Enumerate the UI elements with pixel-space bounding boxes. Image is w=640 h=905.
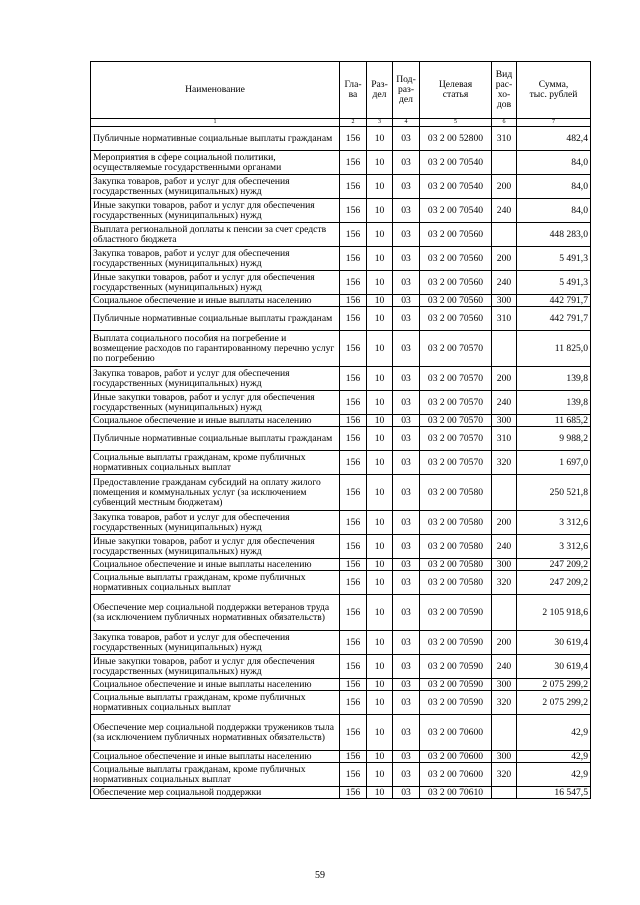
row-amount-cell: 3 312,6	[517, 511, 591, 535]
row-expense-type-cell: 320	[492, 571, 517, 595]
row-target-article-cell: 03 2 00 70590	[420, 631, 492, 655]
row-subsection-cell: 03	[393, 151, 420, 175]
row-amount-cell: 482,4	[517, 127, 591, 151]
row-chapter-cell: 156	[340, 475, 367, 511]
row-target-article-cell: 03 2 00 70560	[420, 247, 492, 271]
row-section-cell: 10	[367, 655, 393, 679]
table-row	[91, 151, 591, 175]
row-chapter-cell: 156	[340, 595, 367, 631]
table-row	[91, 415, 591, 427]
row-section-cell: 10	[367, 307, 393, 331]
row-name-cell: Социальное обеспечение и иные выплаты населению	[91, 415, 340, 427]
row-target-article-cell: 03 2 00 70560	[420, 307, 492, 331]
column-number: 3	[367, 119, 393, 127]
row-subsection-cell: 03	[393, 511, 420, 535]
row-target-article-cell: 03 2 00 70580	[420, 535, 492, 559]
row-expense-type-cell	[492, 223, 517, 247]
row-target-article-cell: 03 2 00 70580	[420, 475, 492, 511]
row-subsection-cell: 03	[393, 223, 420, 247]
row-target-article-cell: 03 2 00 70590	[420, 655, 492, 679]
row-chapter-cell: 156	[340, 307, 367, 331]
row-amount-cell: 2 075 299,2	[517, 691, 591, 715]
table-row	[91, 391, 591, 415]
row-expense-type-cell: 300	[492, 415, 517, 427]
row-expense-type-cell: 320	[492, 763, 517, 787]
row-section-cell: 10	[367, 331, 393, 367]
row-subsection-cell: 03	[393, 199, 420, 223]
row-chapter-cell: 156	[340, 391, 367, 415]
table-header-row	[91, 62, 591, 119]
row-chapter-cell: 156	[340, 511, 367, 535]
row-name-cell: Социальное обеспечение и иные выплаты населению	[91, 679, 340, 691]
row-chapter-cell: 156	[340, 655, 367, 679]
row-chapter-cell: 156	[340, 199, 367, 223]
row-name-cell: Социальные выплаты гражданам, кроме публичных нормативных социальных выплат	[91, 691, 340, 715]
row-expense-type-cell	[492, 475, 517, 511]
table-row	[91, 475, 591, 511]
row-expense-type-cell: 240	[492, 271, 517, 295]
row-amount-cell: 42,9	[517, 763, 591, 787]
row-section-cell: 10	[367, 247, 393, 271]
table-row	[91, 295, 591, 307]
row-amount-cell: 1 697,0	[517, 451, 591, 475]
table-row	[91, 427, 591, 451]
column-number: 4	[393, 119, 420, 127]
row-amount-cell: 5 491,3	[517, 247, 591, 271]
row-name-cell: Предоставление гражданам субсидий на оплату жилого помещения и коммунальных услуг (за исключением субвенций местным бюджетам)	[91, 475, 340, 511]
table-row	[91, 571, 591, 595]
row-target-article-cell: 03 2 00 70570	[420, 427, 492, 451]
row-section-cell: 10	[367, 223, 393, 247]
row-amount-cell: 442 791,7	[517, 307, 591, 331]
row-subsection-cell: 03	[393, 715, 420, 751]
row-name-cell: Публичные нормативные социальные выплаты гражданам	[91, 127, 340, 151]
row-expense-type-cell: 240	[492, 391, 517, 415]
row-target-article-cell: 03 2 00 70610	[420, 787, 492, 799]
row-subsection-cell: 03	[393, 307, 420, 331]
row-subsection-cell: 03	[393, 679, 420, 691]
row-section-cell: 10	[367, 535, 393, 559]
header-subsection: Под- раз- дел	[393, 62, 420, 119]
row-amount-cell: 11 825,0	[517, 331, 591, 367]
row-name-cell: Закупка товаров, работ и услуг для обеспечения государственных (муниципальных) нужд	[91, 631, 340, 655]
row-expense-type-cell	[492, 715, 517, 751]
table-row	[91, 451, 591, 475]
row-target-article-cell: 03 2 00 70570	[420, 331, 492, 367]
row-section-cell: 10	[367, 391, 393, 415]
row-target-article-cell: 03 2 00 70560	[420, 295, 492, 307]
column-number: 1	[91, 119, 340, 127]
table-row	[91, 127, 591, 151]
row-name-cell: Социальные выплаты гражданам, кроме публичных нормативных социальных выплат	[91, 763, 340, 787]
row-target-article-cell: 03 2 00 52800	[420, 127, 492, 151]
row-amount-cell: 42,9	[517, 715, 591, 751]
row-section-cell: 10	[367, 751, 393, 763]
row-target-article-cell: 03 2 00 70560	[420, 223, 492, 247]
row-amount-cell: 84,0	[517, 151, 591, 175]
row-subsection-cell: 03	[393, 559, 420, 571]
row-chapter-cell: 156	[340, 367, 367, 391]
column-number: 5	[420, 119, 492, 127]
row-expense-type-cell: 200	[492, 511, 517, 535]
row-amount-cell: 2 075 299,2	[517, 679, 591, 691]
row-name-cell: Социальное обеспечение и иные выплаты населению	[91, 751, 340, 763]
row-subsection-cell: 03	[393, 367, 420, 391]
row-subsection-cell: 03	[393, 451, 420, 475]
row-target-article-cell: 03 2 00 70540	[420, 175, 492, 199]
row-expense-type-cell: 300	[492, 679, 517, 691]
row-expense-type-cell: 310	[492, 427, 517, 451]
row-amount-cell: 3 312,6	[517, 535, 591, 559]
row-subsection-cell: 03	[393, 427, 420, 451]
row-subsection-cell: 03	[393, 787, 420, 799]
row-target-article-cell: 03 2 00 70570	[420, 451, 492, 475]
row-section-cell: 10	[367, 679, 393, 691]
row-section-cell: 10	[367, 127, 393, 151]
row-target-article-cell: 03 2 00 70590	[420, 691, 492, 715]
row-subsection-cell: 03	[393, 595, 420, 631]
row-subsection-cell: 03	[393, 691, 420, 715]
row-section-cell: 10	[367, 271, 393, 295]
row-section-cell: 10	[367, 295, 393, 307]
row-expense-type-cell	[492, 787, 517, 799]
row-section-cell: 10	[367, 151, 393, 175]
row-amount-cell: 42,9	[517, 751, 591, 763]
row-amount-cell: 9 988,2	[517, 427, 591, 451]
row-target-article-cell: 03 2 00 70540	[420, 199, 492, 223]
row-expense-type-cell: 200	[492, 247, 517, 271]
table-row	[91, 331, 591, 367]
row-expense-type-cell: 240	[492, 199, 517, 223]
row-chapter-cell: 156	[340, 331, 367, 367]
row-amount-cell: 442 791,7	[517, 295, 591, 307]
row-amount-cell: 250 521,8	[517, 475, 591, 511]
row-chapter-cell: 156	[340, 571, 367, 595]
table-row	[91, 715, 591, 751]
table-row	[91, 691, 591, 715]
row-target-article-cell: 03 2 00 70600	[420, 763, 492, 787]
row-chapter-cell: 156	[340, 715, 367, 751]
row-subsection-cell: 03	[393, 475, 420, 511]
row-target-article-cell: 03 2 00 70580	[420, 511, 492, 535]
row-chapter-cell: 156	[340, 631, 367, 655]
row-subsection-cell: 03	[393, 127, 420, 151]
row-chapter-cell: 156	[340, 535, 367, 559]
row-chapter-cell: 156	[340, 691, 367, 715]
row-expense-type-cell: 320	[492, 451, 517, 475]
table-row	[91, 175, 591, 199]
row-section-cell: 10	[367, 415, 393, 427]
row-expense-type-cell	[492, 595, 517, 631]
row-amount-cell: 16 547,5	[517, 787, 591, 799]
row-expense-type-cell: 310	[492, 127, 517, 151]
row-chapter-cell: 156	[340, 223, 367, 247]
row-chapter-cell: 156	[340, 763, 367, 787]
row-section-cell: 10	[367, 451, 393, 475]
row-target-article-cell: 03 2 00 70580	[420, 559, 492, 571]
table-row	[91, 271, 591, 295]
row-subsection-cell: 03	[393, 535, 420, 559]
row-expense-type-cell: 200	[492, 631, 517, 655]
column-number: 6	[492, 119, 517, 127]
row-subsection-cell: 03	[393, 271, 420, 295]
row-name-cell: Закупка товаров, работ и услуг для обеспечения государственных (муниципальных) нужд	[91, 175, 340, 199]
row-target-article-cell: 03 2 00 70600	[420, 715, 492, 751]
row-expense-type-cell: 240	[492, 655, 517, 679]
row-expense-type-cell: 240	[492, 535, 517, 559]
table-row	[91, 559, 591, 571]
page-number: 59	[315, 870, 325, 881]
row-name-cell: Закупка товаров, работ и услуг для обеспечения государственных (муниципальных) нужд	[91, 367, 340, 391]
row-name-cell: Публичные нормативные социальные выплаты гражданам	[91, 427, 340, 451]
row-name-cell: Иные закупки товаров, работ и услуг для обеспечения государственных (муниципальных) нужд	[91, 655, 340, 679]
row-subsection-cell: 03	[393, 655, 420, 679]
row-subsection-cell: 03	[393, 415, 420, 427]
row-subsection-cell: 03	[393, 751, 420, 763]
row-name-cell: Социальные выплаты гражданам, кроме публичных нормативных социальных выплат	[91, 571, 340, 595]
row-amount-cell: 448 283,0	[517, 223, 591, 247]
header-name: Наименование	[91, 62, 340, 119]
row-section-cell: 10	[367, 571, 393, 595]
row-chapter-cell: 156	[340, 127, 367, 151]
table-row	[91, 787, 591, 799]
row-chapter-cell: 156	[340, 559, 367, 571]
row-amount-cell: 84,0	[517, 175, 591, 199]
row-expense-type-cell: 200	[492, 367, 517, 391]
row-section-cell: 10	[367, 427, 393, 451]
row-expense-type-cell: 300	[492, 559, 517, 571]
row-amount-cell: 247 209,2	[517, 571, 591, 595]
row-target-article-cell: 03 2 00 70590	[420, 595, 492, 631]
row-target-article-cell: 03 2 00 70570	[420, 415, 492, 427]
row-subsection-cell: 03	[393, 571, 420, 595]
row-section-cell: 10	[367, 199, 393, 223]
row-amount-cell: 2 105 918,6	[517, 595, 591, 631]
table-row	[91, 535, 591, 559]
row-name-cell: Выплата социального пособия на погребение и возмещение расходов по гарантированному перечню услуг по погребению	[91, 331, 340, 367]
row-name-cell: Социальные выплаты гражданам, кроме публичных нормативных социальных выплат	[91, 451, 340, 475]
row-subsection-cell: 03	[393, 391, 420, 415]
header-chapter: Гла- ва	[340, 62, 367, 119]
table-row	[91, 247, 591, 271]
row-name-cell: Социальное обеспечение и иные выплаты населению	[91, 559, 340, 571]
row-section-cell: 10	[367, 559, 393, 571]
row-name-cell: Выплата региональной доплаты к пенсии за счет средств областного бюджета	[91, 223, 340, 247]
row-chapter-cell: 156	[340, 427, 367, 451]
row-chapter-cell: 156	[340, 787, 367, 799]
header-expense-type: Вид рас- хо- дов	[492, 62, 517, 119]
table-row	[91, 751, 591, 763]
row-expense-type-cell	[492, 151, 517, 175]
row-chapter-cell: 156	[340, 679, 367, 691]
table-row	[91, 631, 591, 655]
row-name-cell: Иные закупки товаров, работ и услуг для обеспечения государственных (муниципальных) нужд	[91, 271, 340, 295]
row-chapter-cell: 156	[340, 295, 367, 307]
row-subsection-cell: 03	[393, 631, 420, 655]
row-name-cell: Иные закупки товаров, работ и услуг для обеспечения государственных (муниципальных) нужд	[91, 199, 340, 223]
row-subsection-cell: 03	[393, 175, 420, 199]
row-subsection-cell: 03	[393, 763, 420, 787]
row-expense-type-cell: 300	[492, 295, 517, 307]
column-number-row	[91, 119, 591, 127]
row-target-article-cell: 03 2 00 70570	[420, 391, 492, 415]
row-name-cell: Мероприятия в сфере социальной политики, осуществляемые государственными органами	[91, 151, 340, 175]
table-row	[91, 655, 591, 679]
row-target-article-cell: 03 2 00 70590	[420, 679, 492, 691]
row-target-article-cell: 03 2 00 70560	[420, 271, 492, 295]
table-row	[91, 199, 591, 223]
row-name-cell: Обеспечение мер социальной поддержки ветеранов труда (за исключением публичных нормативных обязательств)	[91, 595, 340, 631]
row-amount-cell: 11 685,2	[517, 415, 591, 427]
row-amount-cell: 247 209,2	[517, 559, 591, 571]
row-subsection-cell: 03	[393, 331, 420, 367]
row-target-article-cell: 03 2 00 70580	[420, 571, 492, 595]
row-section-cell: 10	[367, 175, 393, 199]
row-expense-type-cell: 310	[492, 307, 517, 331]
row-subsection-cell: 03	[393, 295, 420, 307]
row-section-cell: 10	[367, 595, 393, 631]
row-name-cell: Закупка товаров, работ и услуг для обеспечения государственных (муниципальных) нужд	[91, 511, 340, 535]
row-section-cell: 10	[367, 631, 393, 655]
row-name-cell: Иные закупки товаров, работ и услуг для обеспечения государственных (муниципальных) нужд	[91, 535, 340, 559]
row-expense-type-cell	[492, 331, 517, 367]
row-name-cell: Публичные нормативные социальные выплаты гражданам	[91, 307, 340, 331]
budget-table	[90, 61, 591, 799]
header-target-article: Целевая статья	[420, 62, 492, 119]
table-row	[91, 763, 591, 787]
row-section-cell: 10	[367, 691, 393, 715]
row-section-cell: 10	[367, 511, 393, 535]
header-amount: Сумма, тыс. рублей	[517, 62, 591, 119]
row-subsection-cell: 03	[393, 247, 420, 271]
row-amount-cell: 5 491,3	[517, 271, 591, 295]
table-body	[91, 127, 591, 799]
row-name-cell: Социальное обеспечение и иные выплаты населению	[91, 295, 340, 307]
table-row	[91, 367, 591, 391]
row-target-article-cell: 03 2 00 70540	[420, 151, 492, 175]
row-amount-cell: 139,8	[517, 391, 591, 415]
row-expense-type-cell: 320	[492, 691, 517, 715]
table-row	[91, 223, 591, 247]
table-row	[91, 511, 591, 535]
row-section-cell: 10	[367, 475, 393, 511]
table-row	[91, 595, 591, 631]
row-chapter-cell: 156	[340, 247, 367, 271]
column-number: 2	[340, 119, 367, 127]
row-chapter-cell: 156	[340, 415, 367, 427]
row-amount-cell: 84,0	[517, 199, 591, 223]
row-chapter-cell: 156	[340, 175, 367, 199]
header-section: Раз- дел	[367, 62, 393, 119]
table-row	[91, 679, 591, 691]
row-chapter-cell: 156	[340, 151, 367, 175]
row-expense-type-cell: 300	[492, 751, 517, 763]
table-row	[91, 307, 591, 331]
row-section-cell: 10	[367, 367, 393, 391]
row-chapter-cell: 156	[340, 271, 367, 295]
row-expense-type-cell: 200	[492, 175, 517, 199]
row-section-cell: 10	[367, 787, 393, 799]
row-amount-cell: 139,8	[517, 367, 591, 391]
row-name-cell: Иные закупки товаров, работ и услуг для обеспечения государственных (муниципальных) нужд	[91, 391, 340, 415]
row-section-cell: 10	[367, 715, 393, 751]
row-chapter-cell: 156	[340, 751, 367, 763]
column-number: 7	[517, 119, 591, 127]
row-target-article-cell: 03 2 00 70570	[420, 367, 492, 391]
row-name-cell: Закупка товаров, работ и услуг для обеспечения государственных (муниципальных) нужд	[91, 247, 340, 271]
row-section-cell: 10	[367, 763, 393, 787]
row-name-cell: Обеспечение мер социальной поддержки тружеников тыла (за исключением публичных нормативных обязательств)	[91, 715, 340, 751]
row-name-cell: Обеспечение мер социальной поддержки	[91, 787, 340, 799]
row-amount-cell: 30 619,4	[517, 631, 591, 655]
row-target-article-cell: 03 2 00 70600	[420, 751, 492, 763]
row-chapter-cell: 156	[340, 451, 367, 475]
row-amount-cell: 30 619,4	[517, 655, 591, 679]
